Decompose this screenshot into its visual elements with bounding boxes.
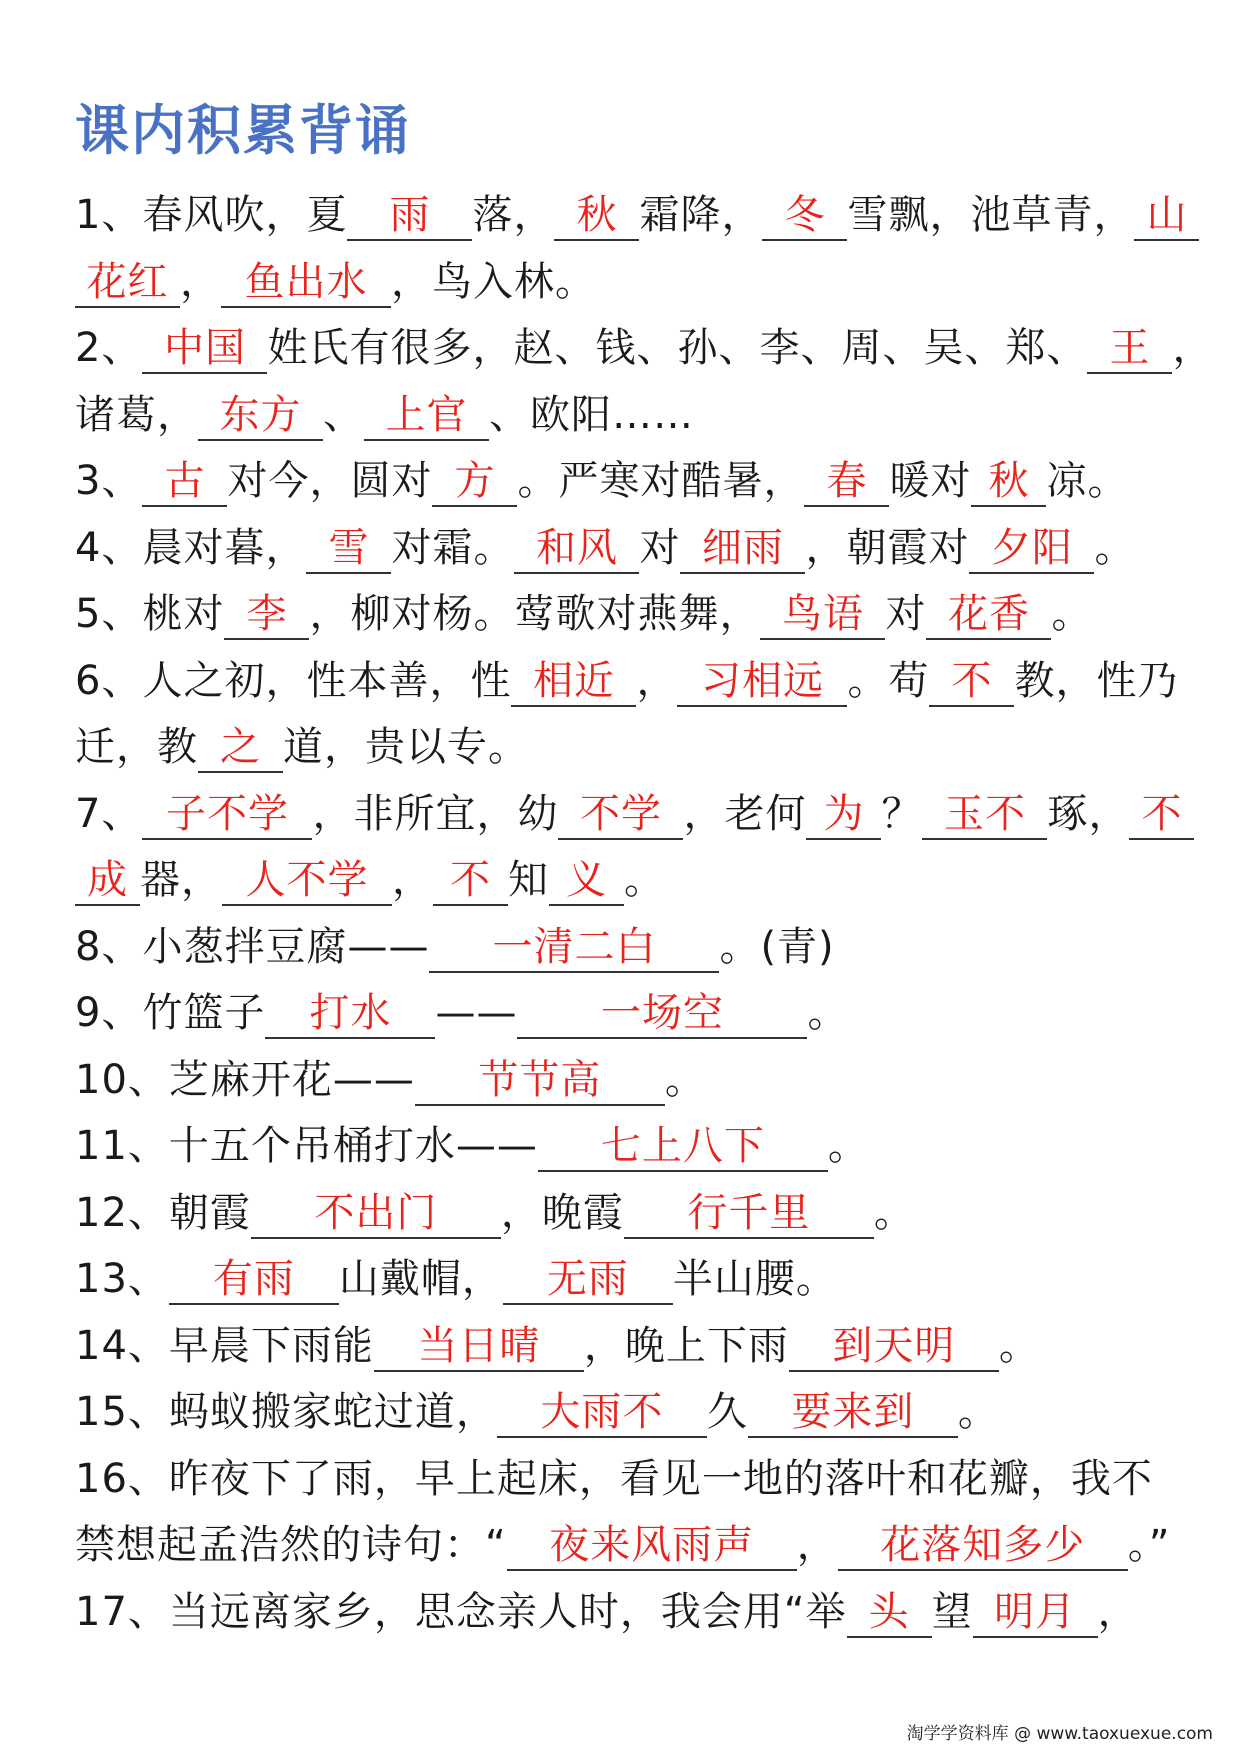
recitation-list (75, 182, 1214, 1645)
line-text: 1、春风吹，夏 (75, 192, 348, 238)
line-text: 。苟 (847, 657, 930, 704)
answer-blank: 方 (432, 453, 517, 507)
answer-blank: 大雨不 (497, 1384, 707, 1438)
answer-blank: 之 (198, 719, 283, 773)
watermark-footer: 淘学学资料库 @ www.taoxuexue.com (906, 1724, 1213, 1744)
answer-blank: 细雨 (680, 520, 805, 574)
line-text: ？ (881, 790, 923, 837)
line-text: 暖对 (889, 458, 972, 504)
line-text: ，晚霞 (500, 1189, 624, 1236)
text-line (75, 1512, 1170, 1579)
line-text: 4、晨对暮， (75, 524, 307, 571)
line-text: 道，贵以专。 (283, 724, 529, 770)
line-text: 半山腰。 (672, 1256, 837, 1302)
line-text: ， (180, 258, 221, 305)
text-line (75, 382, 1170, 449)
answer-blank: 为 (806, 786, 881, 840)
answer-blank: 不 (1129, 786, 1194, 840)
text-line (75, 1180, 1170, 1247)
line-text: 器， (140, 857, 222, 903)
answer-blank: 人不学 (222, 852, 392, 906)
line-text: 8、小葱拌豆腐—— (75, 923, 430, 970)
text-line (75, 448, 1170, 515)
line-text: 对 (885, 591, 927, 637)
answer-blank: 春 (804, 453, 889, 507)
answer-blank: 一清二白 (429, 919, 719, 973)
answer-blank: 山 (1134, 187, 1199, 241)
answer-blank: 玉不 (922, 786, 1047, 840)
line-text: ，鸟入林。 (391, 258, 596, 305)
text-line (75, 1246, 1170, 1313)
line-text: 对霜。 (391, 524, 515, 571)
answer-blank: 明月 (973, 1584, 1098, 1638)
line-text: ，老何 (683, 790, 807, 837)
answer-blank: 夕阳 (969, 520, 1094, 574)
text-line (75, 1579, 1170, 1646)
line-text: 。 (827, 1123, 869, 1169)
text-line (75, 249, 1170, 316)
line-text: 望 (931, 1588, 973, 1635)
text-line (75, 980, 1170, 1047)
line-text: 禁想起孟浩然的诗句：“ (75, 1522, 507, 1568)
answer-blank: 李 (224, 586, 309, 640)
line-text: 知 (508, 857, 549, 903)
line-text: ， (1097, 1588, 1139, 1635)
answer-blank: 上官 (364, 387, 489, 441)
answer-blank: 习相远 (677, 653, 847, 707)
answer-blank: 一场空 (517, 985, 807, 1039)
line-text: 9、竹篮子 (75, 990, 266, 1036)
line-text: 15、蚂蚁搬家蛇过道， (75, 1389, 497, 1435)
line-text: 琢， (1047, 790, 1130, 837)
answer-blank: 节节高 (415, 1052, 665, 1106)
answer-blank: 成 (75, 852, 140, 906)
text-line (75, 182, 1188, 249)
answer-blank: 打水 (265, 985, 435, 1039)
line-text: 。” (1127, 1522, 1171, 1568)
answer-blank: 不出门 (251, 1185, 501, 1239)
line-text: 。 (873, 1189, 915, 1236)
answer-blank: 不 (929, 653, 1014, 707)
answer-blank: 秋 (554, 187, 639, 241)
line-text: 对 (639, 524, 681, 571)
text-line (75, 714, 1170, 781)
line-text: 。严寒对酷暑， (517, 458, 805, 504)
answer-blank: 无雨 (503, 1251, 673, 1305)
line-text: ， (636, 657, 678, 704)
answer-blank: 当日晴 (374, 1318, 584, 1372)
text-line (75, 315, 1214, 382)
answer-blank: 子不学 (142, 786, 312, 840)
text-line (75, 648, 1179, 715)
line-text: ， (1172, 325, 1214, 371)
text-line (75, 1047, 1170, 1114)
line-text: 、 (323, 391, 364, 438)
line-text: 落， (472, 192, 555, 238)
text-line (75, 1313, 1170, 1380)
line-text: 。 (957, 1389, 999, 1435)
text-line (75, 1446, 1170, 1513)
line-text: 7、 (75, 790, 143, 837)
text-line (75, 1113, 1170, 1180)
line-text: 6、人之初，性本善，性 (75, 657, 512, 704)
text-line (75, 914, 1170, 981)
answer-blank: 相近 (511, 653, 636, 707)
line-text: 14、早晨下雨能 (75, 1322, 374, 1369)
line-text: 。 (1051, 591, 1093, 637)
text-line (75, 515, 1170, 582)
text-line (75, 581, 1170, 648)
answer-blank: 古 (142, 453, 227, 507)
answer-blank: 到天明 (789, 1318, 999, 1372)
line-text: 久 (706, 1389, 748, 1435)
answer-blank: 和风 (514, 520, 639, 574)
answer-blank: 要来到 (748, 1384, 958, 1438)
answer-blank: 鸟语 (760, 586, 885, 640)
line-text: 13、 (75, 1256, 169, 1302)
line-text: 山戴帽， (338, 1256, 503, 1302)
line-text: 迁，教 (75, 724, 198, 770)
line-text: 教，性乃 (1014, 657, 1179, 704)
answer-blank: 雪 (306, 520, 391, 574)
line-text: 16、昨夜下了雨，早上起床，看见一地的落叶和花瓣，我不 (75, 1455, 1153, 1502)
line-text: 12、朝霞 (75, 1189, 251, 1236)
answer-blank: 花香 (926, 586, 1051, 640)
answer-blank: 夜来风雨声 (507, 1517, 797, 1571)
line-text: 霜降， (639, 192, 763, 238)
answer-blank: 有雨 (169, 1251, 339, 1305)
line-text: 3、 (75, 458, 143, 504)
line-text: 2、 (75, 325, 143, 371)
line-text: ，朝霞对 (805, 524, 970, 571)
line-text: 、欧阳…… (489, 391, 694, 438)
line-text: ， (392, 857, 433, 903)
line-text: 11、十五个吊桶打水—— (75, 1123, 538, 1169)
text-line (75, 847, 1170, 914)
text-line (75, 1379, 1170, 1446)
line-text: 。 (807, 990, 849, 1036)
line-text: —— (435, 990, 518, 1036)
line-text: 。 (624, 857, 665, 903)
answer-blank: 行千里 (624, 1185, 874, 1239)
answer-blank: 义 (549, 852, 624, 906)
line-text: ，柳对杨。莺歌对燕舞， (309, 591, 761, 637)
answer-blank: 头 (847, 1584, 932, 1638)
answer-blank: 不学 (558, 786, 683, 840)
answer-blank: 秋 (971, 453, 1046, 507)
line-text: ，非所宜，幼 (312, 790, 559, 837)
line-text: 。 (998, 1322, 1040, 1369)
line-text: 。 (664, 1056, 706, 1103)
line-text: 雪飘，池草青， (847, 192, 1135, 238)
answer-blank: 东方 (198, 387, 323, 441)
line-text: 17、当远离家乡，思念亲人时，我会用“举 (75, 1588, 847, 1635)
answer-blank: 中国 (142, 320, 267, 374)
line-text: 。 (1094, 524, 1136, 571)
answer-blank: 七上八下 (538, 1118, 828, 1172)
answer-blank: 鱼出水 (221, 254, 391, 308)
line-text: 对今，圆对 (227, 458, 433, 504)
answer-blank: 王 (1087, 320, 1172, 374)
line-text: 姓氏有很多，赵、钱、孙、李、周、吴、郑、 (267, 325, 1088, 371)
line-text: 。(青) (719, 923, 835, 970)
line-text: 诸葛， (75, 391, 198, 438)
answer-blank: 花红 (75, 254, 180, 308)
line-text: 10、芝麻开花—— (75, 1056, 415, 1103)
line-text: ， (796, 1522, 838, 1568)
line-text: 5、桃对 (75, 591, 225, 637)
line-text: ，晚上下雨 (583, 1322, 789, 1369)
answer-blank: 不 (433, 852, 508, 906)
line-text: 凉。 (1046, 458, 1129, 504)
answer-blank: 花落知多少 (838, 1517, 1128, 1571)
answer-blank: 雨 (347, 187, 472, 241)
page-title: 课内积累背诵 (75, 99, 411, 162)
answer-blank: 冬 (762, 187, 847, 241)
text-line (75, 781, 1183, 848)
